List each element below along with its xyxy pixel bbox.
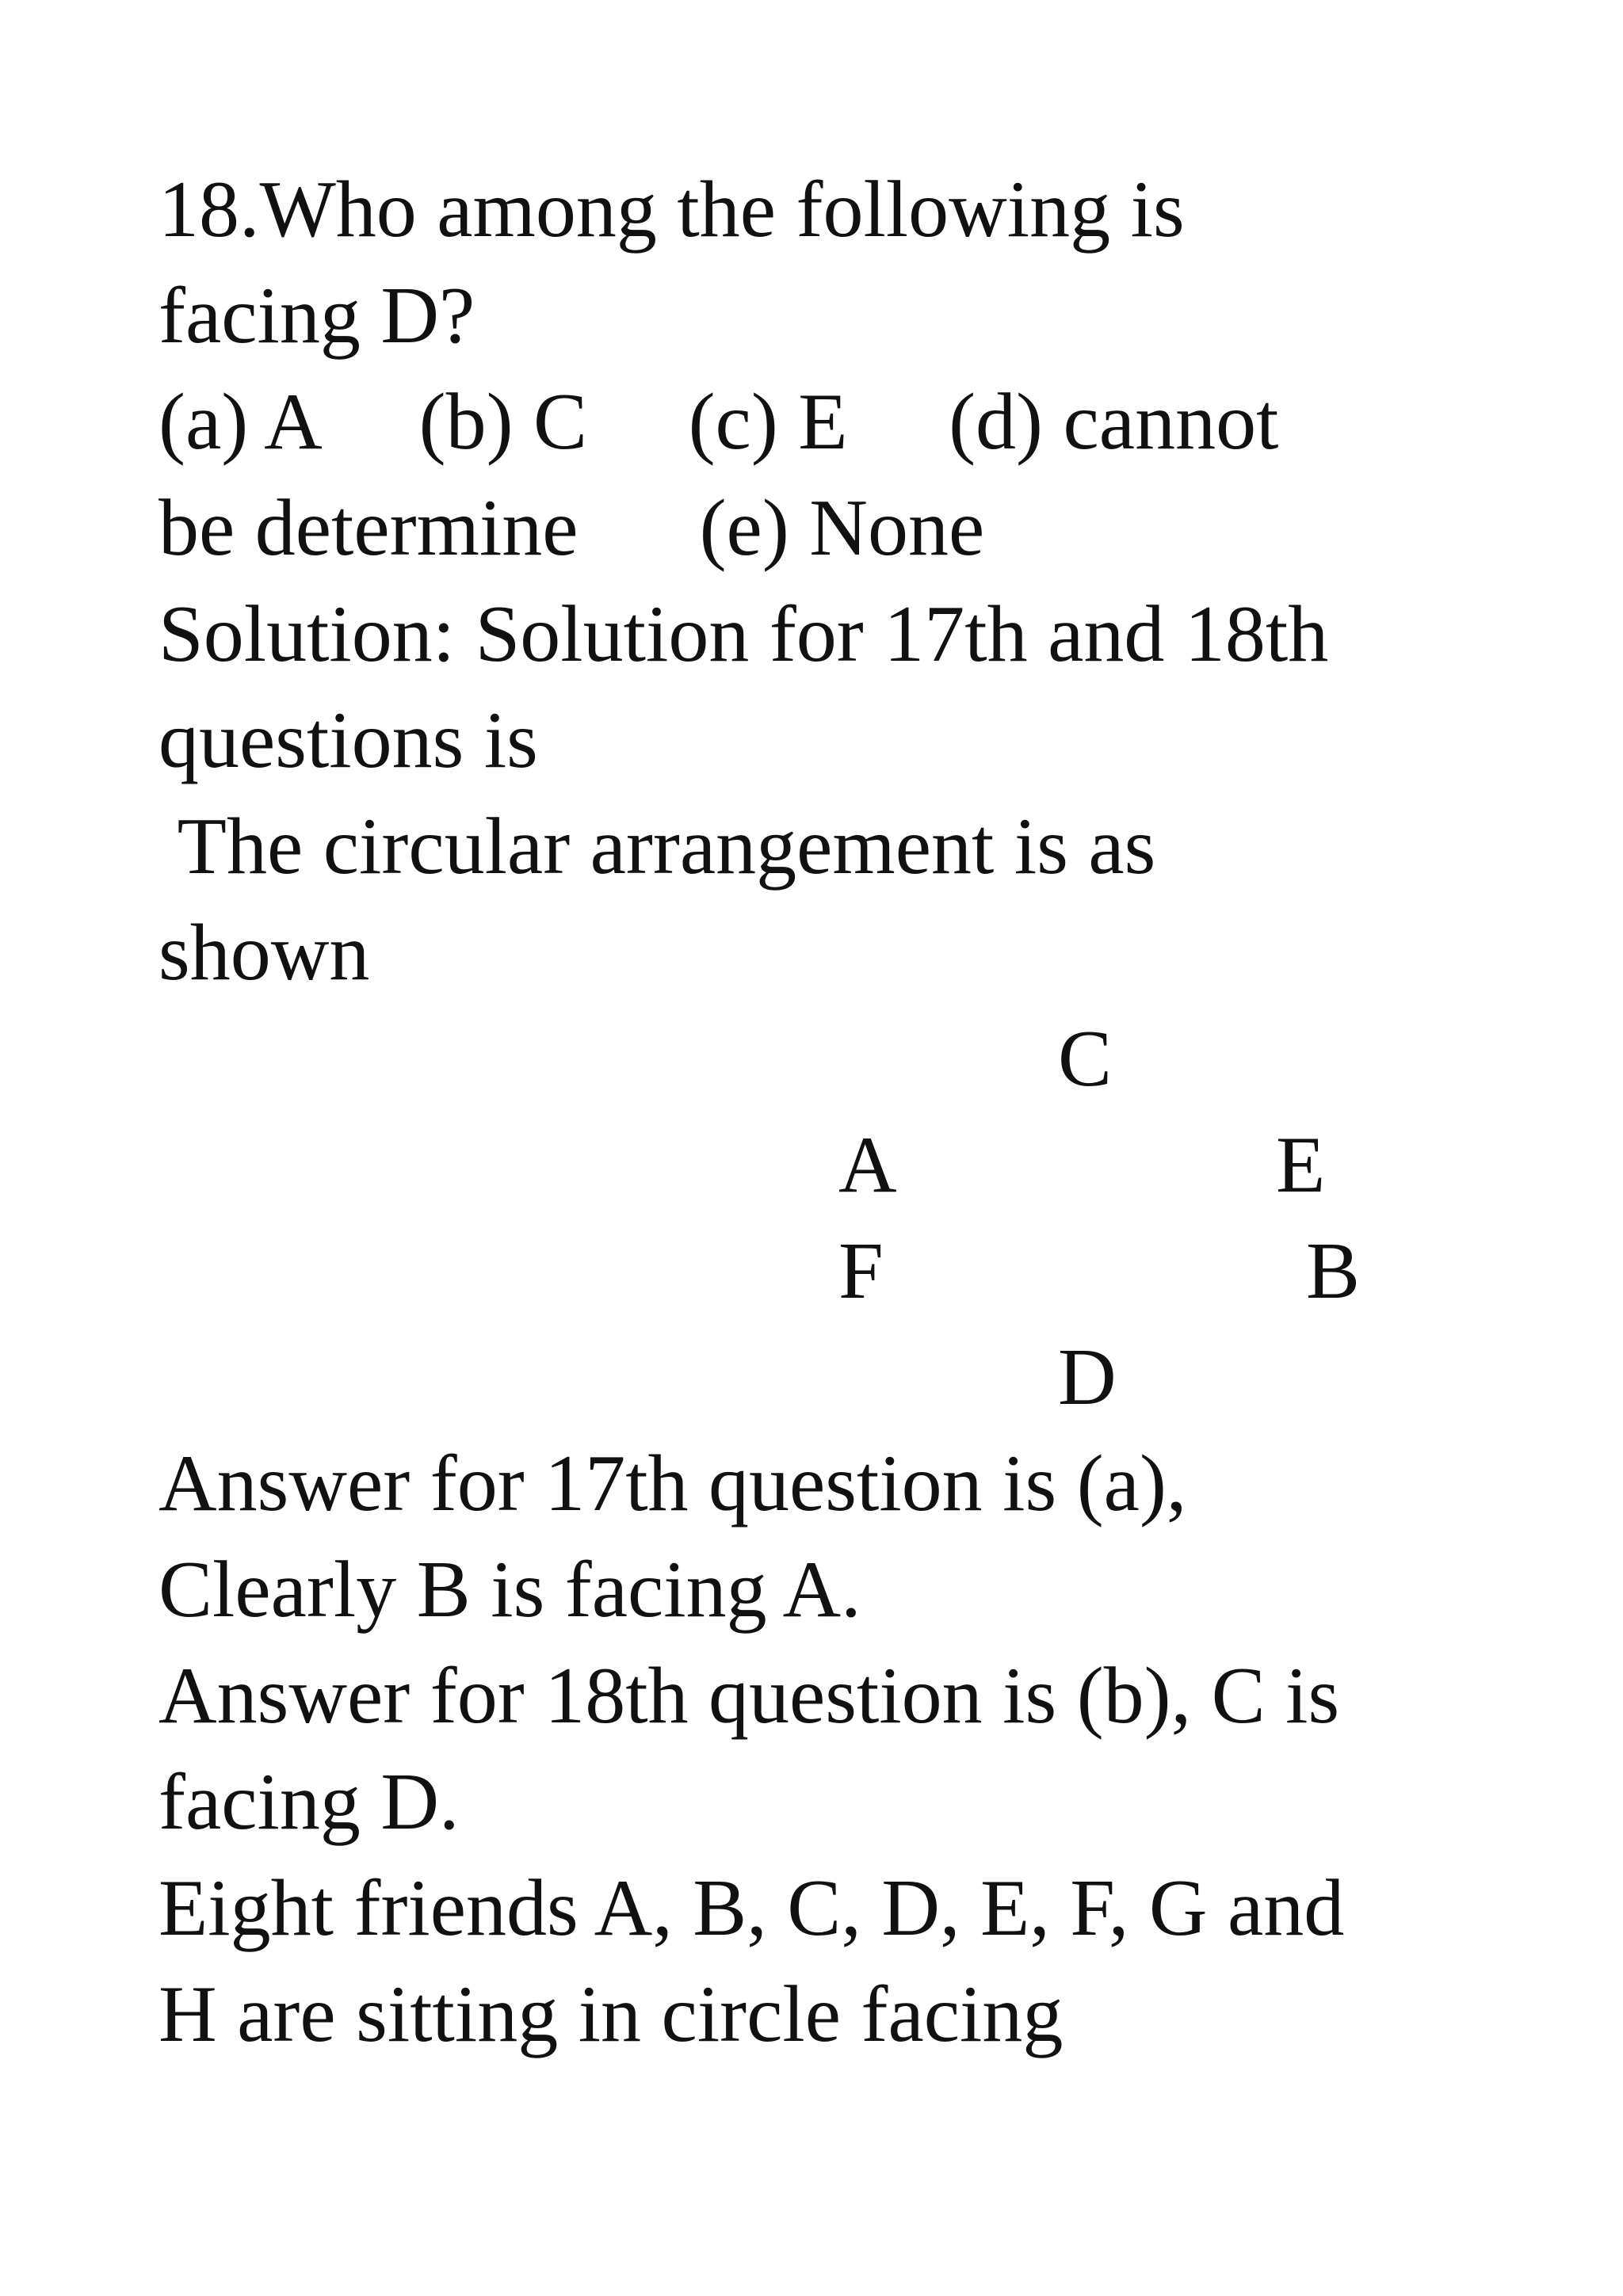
seat-bottom: D [1058, 1333, 1117, 1422]
answer-17-line-1: Answer for 17th question is (a), [158, 1439, 1187, 1528]
solution-line-3: The circular arrangement is as [158, 802, 1156, 891]
answer-17-line-2: Clearly B is facing A. [158, 1545, 861, 1634]
next-question-line-1: Eight friends A, B, C, D, E, F, G and [158, 1863, 1345, 1953]
options-line-1: (a) A (b) C (c) E (d) cannot [158, 377, 1279, 467]
question-text-line-2: facing D? [158, 271, 475, 360]
question-text-line-1: 18.Who among the following is [158, 165, 1185, 254]
options-line-2: be determine (e) None [158, 483, 985, 573]
next-question-line-2: H are sitting in circle facing [158, 1970, 1064, 2059]
seat-upper-right: E [1276, 1120, 1326, 1210]
seat-top: C [1058, 1014, 1113, 1104]
seat-upper-left: A [838, 1120, 897, 1210]
answer-18-line-2: facing D. [158, 1757, 460, 1847]
solution-line-4: shown [158, 908, 370, 997]
solution-line-2: questions is [158, 696, 538, 785]
solution-line-1: Solution: Solution for 17th and 18th [158, 589, 1329, 679]
seat-lower-right: B [1306, 1226, 1361, 1316]
seat-lower-left: F [838, 1226, 884, 1316]
answer-18-line-1: Answer for 18th question is (b), C is [158, 1651, 1340, 1741]
